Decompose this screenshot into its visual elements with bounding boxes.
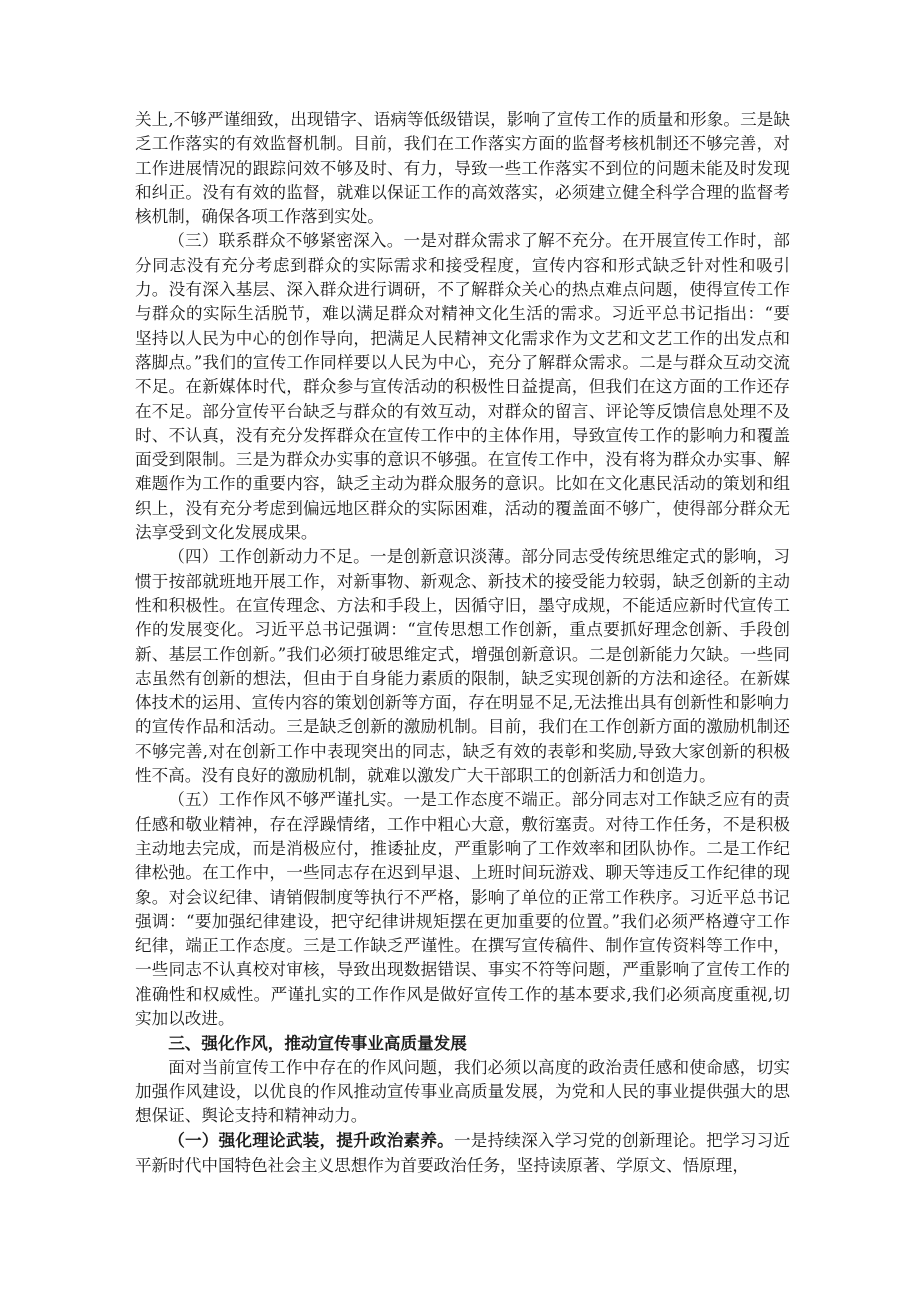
paragraph-section-4: （四）工作创新动力不足。一是创新意识淡薄。部分同志受传统思维定式的影响，习惯于按部就班地开展工作，对新事物、新观念、新技术的接受能力较弱，缺乏创新的主动性和积极性。在宣传理念、方法和手段上，因循守旧，墨守成规，不能适应新时代宣传工作的发展变化。习近平总书记强调：“宣传思想工作创新，重点要抓好理念创新、手段创新、基层工作创新。”我们必须打破思维定式，增强创新意识。二是创新能力欠缺。一些同志虽然有创新的想法，但由于自身能力素质的限制，缺乏实现创新的方法和途径。在新媒体技术的运用、宣传内容的策划创新等方面，存在明显不足,无法推出具有创新性和影响力的宣传作品和活动。三是缺乏创新的激励机制。目前，我们在工作创新方面的激励机制还不够完善,对在创新工作中表现突出的同志，缺乏有效的表彰和奖励,导致大家创新的积极性不高。没有良好的激励机制，就难以激发广大干部职工的创新活力和创造力。 — [135, 547, 790, 786]
paragraph-section-5: （五）工作作风不够严谨扎实。一是工作态度不端正。部分同志对工作缺乏应有的责任感和敬业精神，存在浮躁情绪，工作中粗心大意，敷衍塞责。对待工作任务，不是积极主动地去完成，而是消极应付，推诿扯皮，严重影响了工作效率和团队协作。二是工作纪律松弛。在工作中，一些同志存在迟到早退、上班时间玩游戏、聊天等违反工作纪律的现象。对会议纪律、请销假制度等执行不严格，影响了单位的正常工作秩序。习近平总书记强调：“要加强纪律建设，把守纪律讲规矩摆在更加重要的位置。”我们必须严格遵守工作纪律，端正工作态度。三是工作缺乏严谨性。在撰写宣传稿件、制作宣传资料等工作中，一些同志不认真校对审核，导致出现数据错误、事实不符等问题，严重影响了宣传工作的准确性和权威性。严谨扎实的工作作风是做好宣传工作的基本要求,我们必须高度重视,切实加以改进。 — [135, 790, 790, 1028]
paragraph-intro-3: 面对当前宣传工作中存在的作风问题，我们必须以高度的政治责任感和使命感，切实加强作风建设，以优良的作风推动宣传事业高质量发展，为党和人民的事业提供强大的思想保证、舆论支持和精神动力。 — [135, 1057, 790, 1126]
subsection-1-title: （一）强化理论武装，提升政治素养。 — [168, 1130, 454, 1151]
paragraph-subsection-1 — [135, 1128, 790, 1178]
subsection-1-text: 一是持续深入学习党的创新理论。把学习习近平新时代中国特色社会主义思想作为首要政治任务，坚持读原著、学原文、悟原理， — [135, 1131, 790, 1175]
document-body — [135, 108, 790, 1178]
paragraph-1: 关上,不够严谨细致，出现错字、语病等低级错误，影响了宣传工作的质量和形象。三是缺乏工作落实的有效监督机制。目前，我们在工作落实方面的监督考核机制还不够完善，对工作进展情况的跟踪问效不够及时、有力，导致一些工作落实不到位的问题未能及时发现和纠正。没有有效的监督，就难以保证工作的高效落实，必须建立健全科学合理的监督考核机制，确保各项工作落到实处。 — [135, 110, 790, 227]
paragraph-section-3: （三）联系群众不够紧密深入。一是对群众需求了解不充分。在开展宣传工作时，部分同志没有充分考虑到群众的实际需求和接受程度，宣传内容和形式缺乏针对性和吸引力。没有深入基层、深入群众进行调研，不了解群众关心的热点难点问题，使得宣传工作与群众的实际生活脱节，难以满足群众对精神文化生活的需求。习近平总书记指出：“要坚持以人民为中心的创作导向，把满足人民精神文化需求作为文艺和文艺工作的出发点和落脚点。”我们的宣传工作同样要以人民为中心，充分了解群众需求。二是与群众互动交流不足。在新媒体时代，群众参与宣传活动的积极性日益提高，但我们在这方面的工作还存在不足。部分宣传平台缺乏与群众的有效互动，对群众的留言、评论等反馈信息处理不及时、不认真，没有充分发挥群众在宣传工作中的主体作用，导致宣传工作的影响力和覆盖面受到限制。三是为群众办实事的意识不够强。在宣传工作中，没有将为群众办实事、解难题作为工作的重要内容，缺乏主动为群众服务的意识。比如在文化惠民活动的策划和组织上，没有充分考虑到偏远地区群众的实际困难，活动的覆盖面不够广，使得部分群众无法享受到文化发展成果。 — [135, 231, 790, 543]
section-heading-3: 三、强化作风，推动宣传事业高质量发展 — [168, 1033, 467, 1054]
